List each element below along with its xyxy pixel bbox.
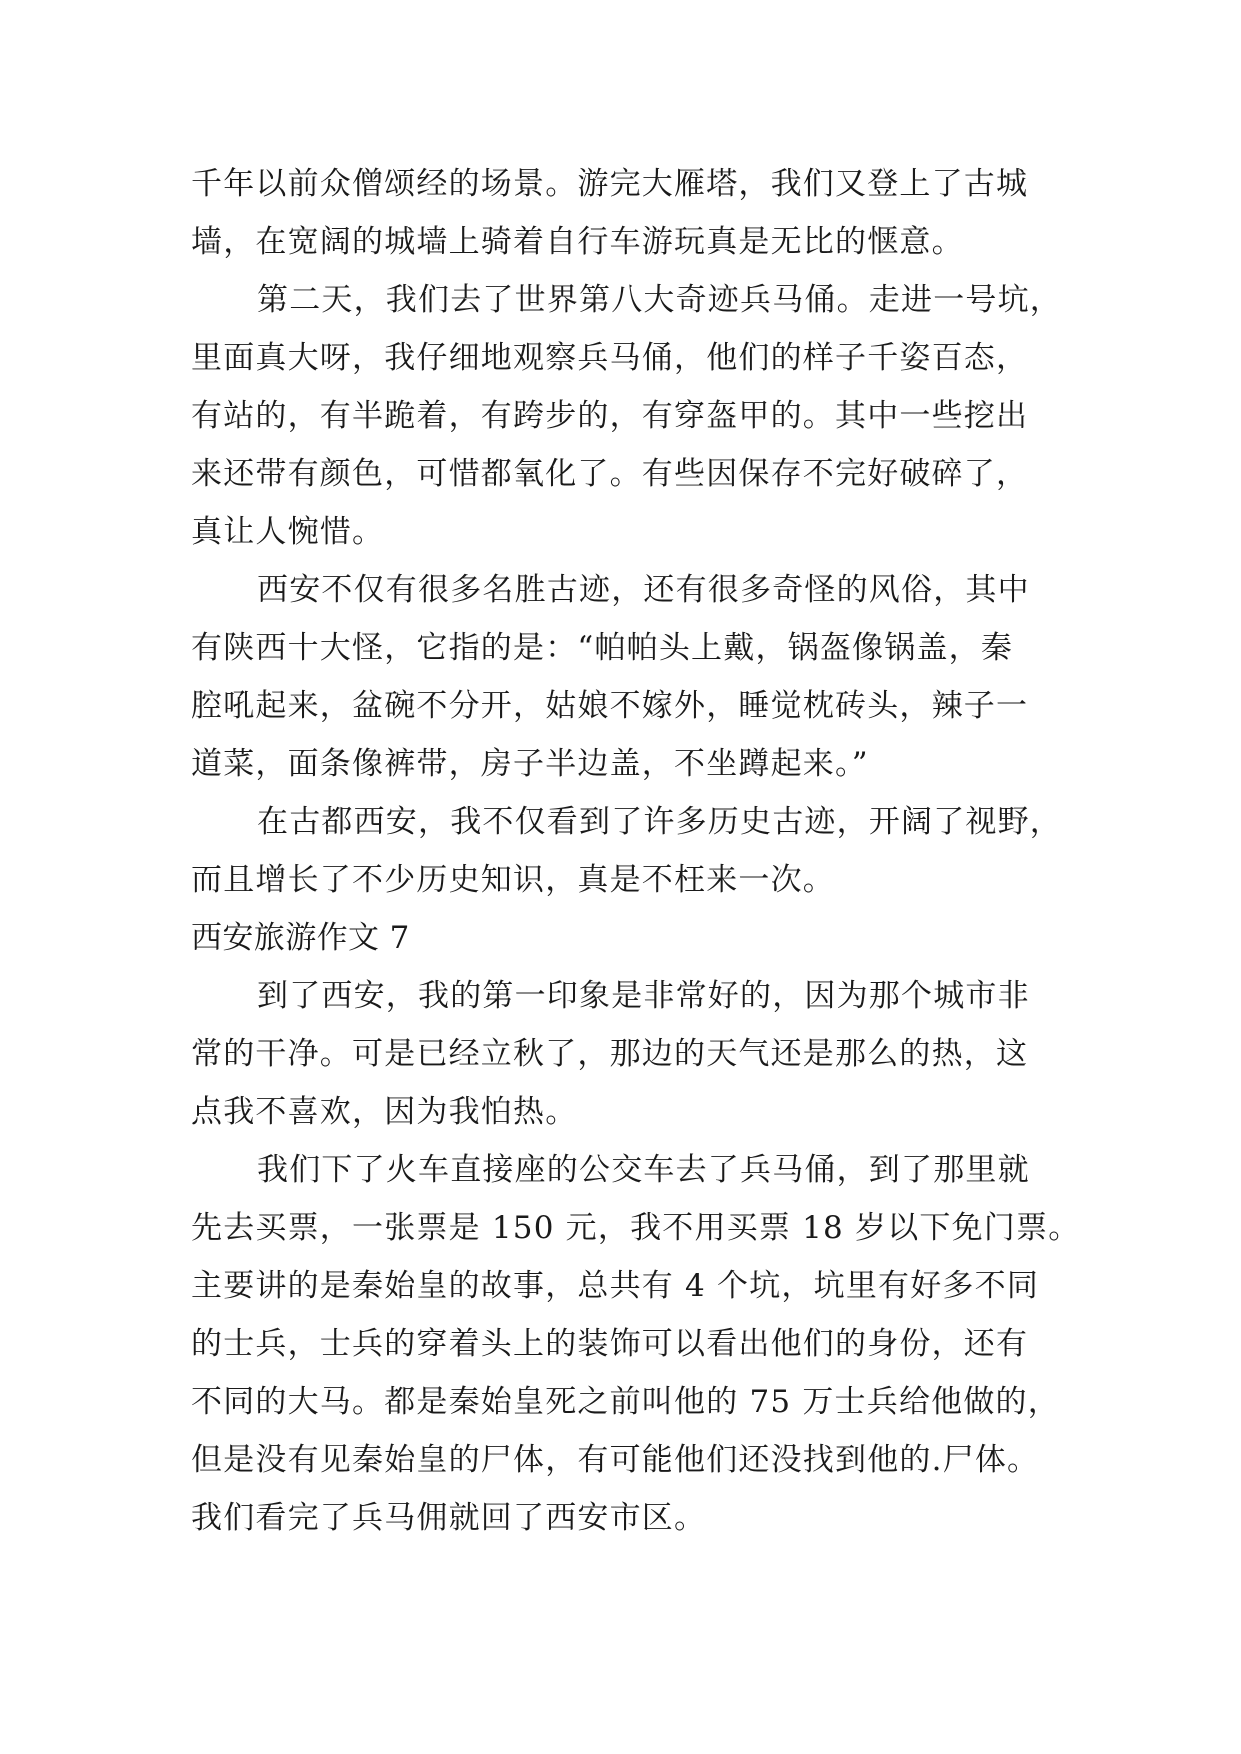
text-line: 西安不仅有很多名胜古迹，还有很多奇怪的风俗，其中 [257,572,1030,608]
text-line: 我们下了火车直接座的公交车去了兵马俑，到了那里就 [257,1152,1030,1188]
text-line: 主要讲的是秦始皇的故事，总共有 4 个坑，坑里有好多不同 [191,1268,1040,1304]
text-line: 而且增长了不少历史知识，真是不枉来一次。 [191,862,835,898]
text-line: 有站的，有半跪着，有跨步的，有穿盔甲的。其中一些挖出 [191,398,1029,434]
text-line: 不同的大马。都是秦始皇死之前叫他的 75 万士兵给他做的， [191,1384,1060,1420]
text-line: 我们看完了兵马佣就回了西安市区。 [191,1500,707,1536]
text-line: 腔吼起来，盆碗不分开，姑娘不嫁外，睡觉枕砖头，辣子一 [191,688,1029,724]
text-line: 来还带有颜色，可惜都氧化了。有些因保存不完好破碎了， [191,456,1029,492]
text-line: 在古都西安，我不仅看到了许多历史古迹，开阔了视野， [257,804,1062,840]
section-title: 西安旅游作文 7 [191,920,410,956]
text-line: 但是没有见秦始皇的尸体，有可能他们还没找到他的.尸体。 [191,1442,1040,1478]
text-line: 先去买票，一张票是 150 元，我不用买票 18 岁以下免门票。 [191,1210,1081,1246]
text-line: 道菜，面条像裤带，房子半边盖，不坐蹲起来。” [191,746,869,782]
text-line: 到了西安，我的第一印象是非常好的，因为那个城市非 [257,978,1030,1014]
text-line: 第二天，我们去了世界第八大奇迹兵马俑。走进一号坑， [257,282,1062,318]
document-body [191,155,1081,1547]
text-line: 千年以前众僧颂经的场景。游完大雁塔，我们又登上了古城 [191,166,1029,202]
text-line: 有陕西十大怪，它指的是：“帕帕头上戴，锅盔像锅盖，秦 [191,630,1014,666]
text-line: 墙，在宽阔的城墙上骑着自行车游玩真是无比的惬意。 [191,224,964,260]
text-line: 点我不喜欢，因为我怕热。 [191,1094,578,1130]
text-line: 里面真大呀，我仔细地观察兵马俑，他们的样子千姿百态， [191,340,1029,376]
document-page [191,155,1081,1547]
text-line: 真让人惋惜。 [191,514,385,550]
text-line: 常的干净。可是已经立秋了，那边的天气还是那么的热，这 [191,1036,1029,1072]
text-line: 的士兵，士兵的穿着头上的装饰可以看出他们的身份，还有 [191,1326,1029,1362]
